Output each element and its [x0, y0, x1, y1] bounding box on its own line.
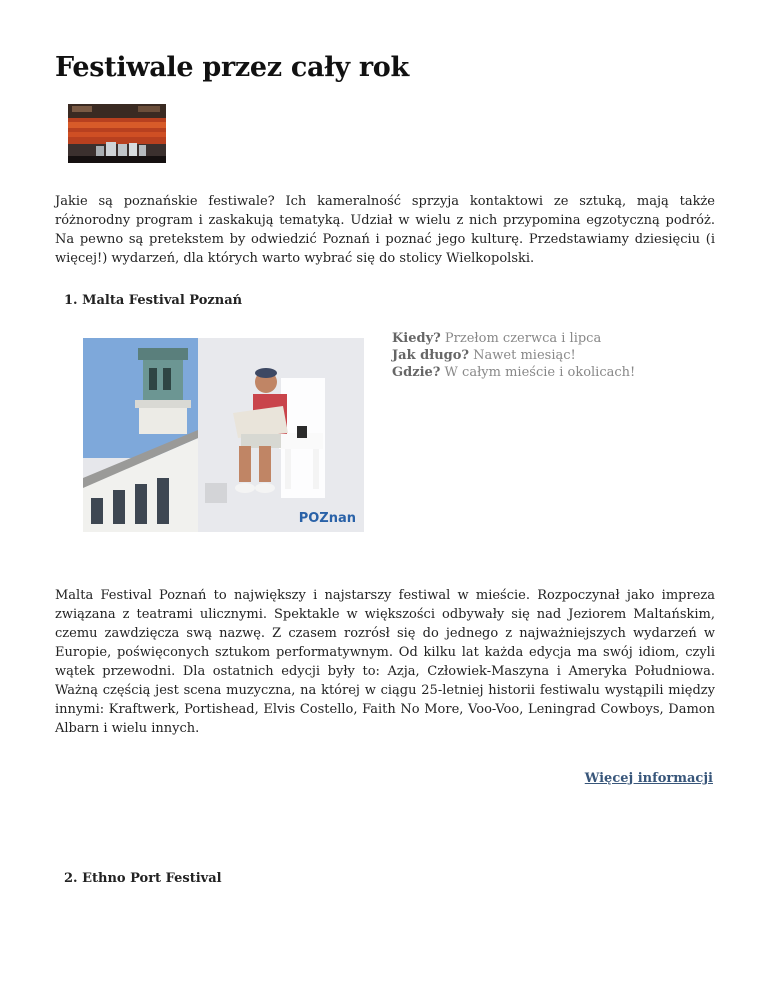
poznan-logo: POZnan — [298, 511, 356, 526]
malta-description: Malta Festival Poznań to największy i najstarszy festiwal w mieście. Rozpoczynał jako impreza związana z teatrami ulicznymi. Spektakle w większości odbywały się nad Jeziorem Maltańskim, czemu zawdzięcza swą nazwę. Z czasem rozrósł się do jednego z najważniejszych wydarzeń w Europie, poświęconych sztukom performatywnym. Od kilku lat każda edycja ma swój idiom, czyli wątek przewodni. Dla ostatnich edycji były to: Azja, Człowiek-Maszyna i Ameryka Południowa. Ważną częścią jest scena muzyczna, na której w ciągu 25-letniej historii festiwalu wystąpili między innymi: Kraftwerk, Portishead, Elvis Costello, Faith No More, Voo-Voo, Leningrad Cowboys, Damon Albarn i wielu innych. — [55, 588, 715, 736]
fact-where: Gdzie? W całym mieście i okolicach! — [392, 365, 636, 380]
page-title: Festiwale przez cały rok — [55, 52, 409, 83]
man-on-chair-illustration — [83, 338, 364, 532]
fact-duration: Jak długo? Nawet miesiąc! — [392, 348, 576, 363]
malta-festival-photo — [83, 338, 364, 532]
fact-when: Kiedy? Przełom czerwca i lipca — [392, 331, 602, 346]
concert-stage-photo — [68, 104, 166, 163]
section-heading-ethno-port: 2. Ethno Port Festival — [64, 871, 222, 886]
festival-facts — [392, 330, 635, 381]
section-heading-malta: 1. Malta Festival Poznań — [64, 293, 243, 308]
more-info-link[interactable]: Więcej informacji — [584, 771, 713, 786]
intro-paragraph: Jakie są poznańskie festiwale? Ich kameralność sprzyja kontaktowi ze sztuką, mają także różnorodny program i zaskakują tematyką. Udział w wielu z nich przypomina egzotyczną podróż. Na pewno są pretekstem by odwiedzić Poznań i poznać jego kulturę. Przedstawiamy dziesięciu (i więcej!) wydarzeń, dla których warto wybrać się do stolicy Wielkopolski. — [55, 194, 715, 266]
concert-stage-illustration — [68, 104, 166, 163]
